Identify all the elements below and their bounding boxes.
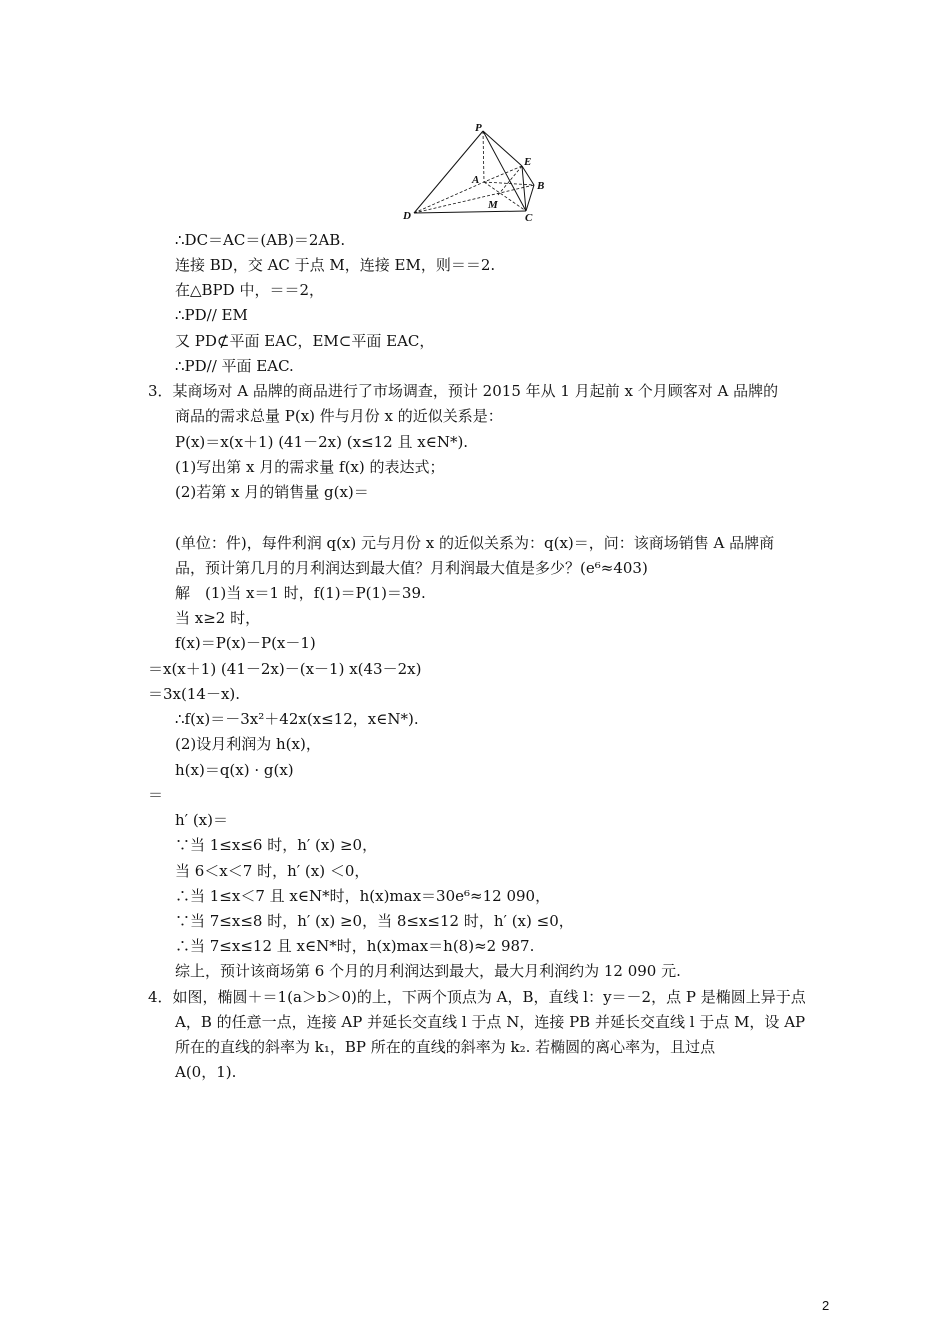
text-line: ＝ xyxy=(148,786,164,804)
text-line: A(0，1). xyxy=(175,1063,237,1081)
label-B: B xyxy=(537,180,545,192)
text-line: (1)写出第 x 月的需求量 f(x) 的表达式； xyxy=(175,458,445,476)
text-line: ＝3x(14－x). xyxy=(148,685,241,703)
label-D: D xyxy=(403,210,411,222)
label-C: C xyxy=(525,212,533,224)
text-line: ∴当 7≤x≤12 且 x∈N*时，h(x)max＝h(8)≈2 987. xyxy=(175,937,535,955)
text-line: 解 (1)当 x＝1 时，f(1)＝P(1)＝39. xyxy=(175,584,426,602)
text-line: 又 PD⊄平面 EAC，EM⊂平面 EAC， xyxy=(175,332,435,350)
text-line: ∴PD// EM xyxy=(175,306,248,324)
text-line: h′ (x)＝ xyxy=(175,811,228,829)
text-line: (2)若第 x 月的销售量 g(x)＝ xyxy=(175,483,369,501)
edge-PD xyxy=(414,131,483,213)
text-line: 商品的需求总量 P(x) 件与月份 x 的近似关系是： xyxy=(175,407,503,425)
text-line: A，B 的任意一点，连接 AP 并延长交直线 l 于点 N，连接 PB 并延长交直线 l 于点 M，设 AP xyxy=(175,1013,806,1031)
text-line: ∴PD// 平面 EAC. xyxy=(175,357,294,375)
text-line: ∵当 7≤x≤8 时，h′ (x) ≥0，当 8≤x≤12 时，h′ (x) ≤0， xyxy=(175,912,574,930)
text-line: f(x)＝P(x)－P(x－1) xyxy=(175,634,316,652)
edge-DC xyxy=(414,211,526,213)
question-3-line: 3．某商场对 A 品牌的商品进行了市场调查，预计 2015 年从 1 月起前 x 个月顾客对 A 品牌的 xyxy=(148,382,779,400)
page-number: 2 xyxy=(822,1298,830,1313)
label-M: M xyxy=(488,199,498,211)
text-line: ＝x(x＋1) (41－2x)－(x－1) x(43－2x) xyxy=(148,660,422,678)
label-E: E xyxy=(524,156,532,168)
edge-PA xyxy=(483,131,484,182)
edge-PE xyxy=(483,131,522,166)
label-P: P xyxy=(475,122,482,134)
label-A: A xyxy=(472,174,480,186)
pyramid-figure xyxy=(395,120,565,230)
text-line: ∵当 1≤x≤6 时，h′ (x) ≥0， xyxy=(175,836,378,854)
text-line: (单位：件)，每件利润 q(x) 元与月份 x 的近似关系为：q(x)＝，问：该商场销售 A 品牌商 xyxy=(175,534,775,552)
text-line: 连接 BD，交 AC 于点 M，连接 EM，则＝＝2. xyxy=(175,256,496,274)
text-line: ∴当 1≤x＜7 且 x∈N*时，h(x)max＝30e⁶≈12 090， xyxy=(175,887,551,905)
text-line: 当 x≥2 时， xyxy=(175,609,261,627)
edge-AB xyxy=(484,182,534,185)
edge-DA xyxy=(414,182,484,213)
text-line: 在△BPD 中，＝＝2， xyxy=(175,281,324,299)
question-4-line: 4．如图，椭圆＋＝1(a＞b＞0)的上，下两个顶点为 A，B，直线 l：y＝－2，点 P 是椭圆上异于点 xyxy=(148,988,806,1006)
text-line: 综上，预计该商场第 6 个月的月利润达到最大，最大月利润约为 12 090 元. xyxy=(175,962,681,980)
edge-BC xyxy=(526,185,534,211)
text-line: 所在的直线的斜率为 k₁，BP 所在的直线的斜率为 k₂. 若椭圆的离心率为，且过点 xyxy=(175,1038,716,1056)
text-line: P(x)＝x(x＋1) (41－2x) (x≤12 且 x∈N*). xyxy=(175,433,469,451)
text-line: 品，预计第几月的月利润达到最大值？月利润最大值是多少？(e⁶≈403) xyxy=(175,559,648,577)
text-line: ∴DC＝AC＝(AB)＝2AB. xyxy=(175,231,346,249)
text-line: (2)设月利润为 h(x)， xyxy=(175,735,321,753)
text-line: ∴f(x)＝－3x²＋42x(x≤12，x∈N*). xyxy=(175,710,419,728)
text-line: 当 6＜x＜7 时，h′ (x) ＜0， xyxy=(175,862,370,880)
edge-DB xyxy=(414,185,534,213)
text-line: h(x)＝q(x) · g(x) xyxy=(175,761,294,779)
